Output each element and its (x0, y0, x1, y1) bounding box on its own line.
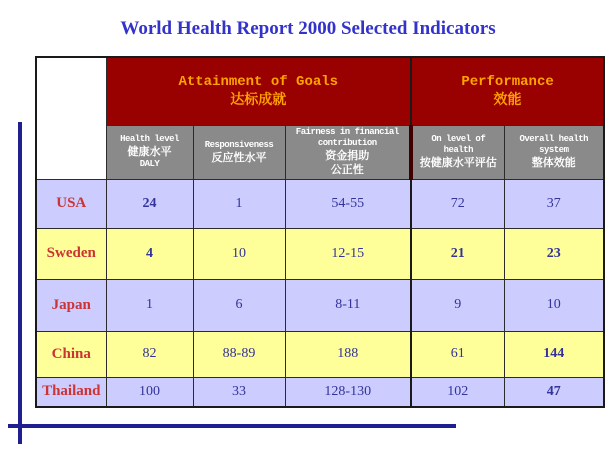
col-header-line: 整体效能 (531, 156, 576, 169)
col-header-line: 反应性水平 (211, 150, 267, 164)
country-cell: Japan (36, 279, 106, 331)
value-cell: 6 (193, 279, 285, 331)
decorative-vertical-line (18, 122, 22, 444)
col-header-health-level (106, 125, 193, 179)
value-cell: 21 (411, 228, 504, 279)
group-header-attainment (106, 57, 411, 125)
table-row-thailand (36, 377, 604, 407)
table-row-usa (36, 179, 604, 228)
value-cell: 128-130 (285, 377, 411, 407)
country-cell: Sweden (36, 228, 106, 279)
value-cell: 8-11 (285, 279, 411, 331)
slide-title: World Health Report 2000 Selected Indicators (120, 18, 496, 39)
col-header-fairness (285, 125, 411, 179)
col-header-line: 健康水平 (127, 145, 172, 158)
col-header-line: contribution (317, 138, 377, 148)
value-cell: 72 (411, 179, 504, 228)
country-cell: USA (36, 179, 106, 228)
value-cell: 33 (193, 377, 285, 407)
country-cell: China (36, 331, 106, 377)
value-cell: 54-55 (285, 179, 411, 228)
country-cell: Thailand (36, 377, 106, 407)
col-header-line: 资金捐助 (325, 149, 370, 162)
value-cell: 82 (106, 331, 193, 377)
col-header-line: Responsiveness (204, 139, 274, 150)
value-cell: 88-89 (193, 331, 285, 377)
group-header-row (36, 57, 604, 125)
col-header-line: 公正性 (330, 163, 364, 176)
value-cell: 24 (106, 179, 193, 228)
value-cell: 144 (504, 331, 604, 377)
value-cell: 100 (106, 377, 193, 407)
col-header-line: On level of (431, 134, 486, 144)
col-header-on-level-of-health (411, 125, 504, 179)
value-cell: 9 (411, 279, 504, 331)
group-header-performance-en: Performance (461, 73, 554, 90)
group-header-attainment-en: Attainment of Goals (178, 73, 339, 90)
table-row-sweden (36, 228, 604, 279)
col-header-line: Fairness in financial (295, 127, 399, 137)
col-header-line: DALY (139, 159, 160, 169)
col-header-line: Overall health (519, 134, 589, 144)
col-header-line: 按健康水平评估 (419, 156, 497, 169)
col-header-line: health (443, 145, 473, 155)
decorative-horizontal-line (8, 424, 456, 428)
col-header-overall-health-system (504, 125, 604, 179)
value-cell: 61 (411, 331, 504, 377)
table-row-china (36, 331, 604, 377)
group-header-performance-zh: 效能 (493, 91, 522, 108)
value-cell: 4 (106, 228, 193, 279)
value-cell: 10 (193, 228, 285, 279)
group-header-performance (411, 57, 604, 125)
indicators-table (35, 56, 605, 408)
value-cell: 37 (504, 179, 604, 228)
col-header-line: Health level (120, 134, 179, 144)
value-cell: 47 (504, 377, 604, 407)
col-header-responsiveness (193, 125, 285, 179)
value-cell: 10 (504, 279, 604, 331)
corner-empty-cell (36, 57, 106, 179)
col-header-line: system (539, 145, 569, 155)
value-cell: 102 (411, 377, 504, 407)
group-header-attainment-zh: 达标成就 (230, 91, 287, 108)
value-cell: 23 (504, 228, 604, 279)
value-cell: 188 (285, 331, 411, 377)
table-row-japan (36, 279, 604, 331)
value-cell: 1 (193, 179, 285, 228)
column-header-row (36, 125, 604, 179)
value-cell: 12-15 (285, 228, 411, 279)
value-cell: 1 (106, 279, 193, 331)
